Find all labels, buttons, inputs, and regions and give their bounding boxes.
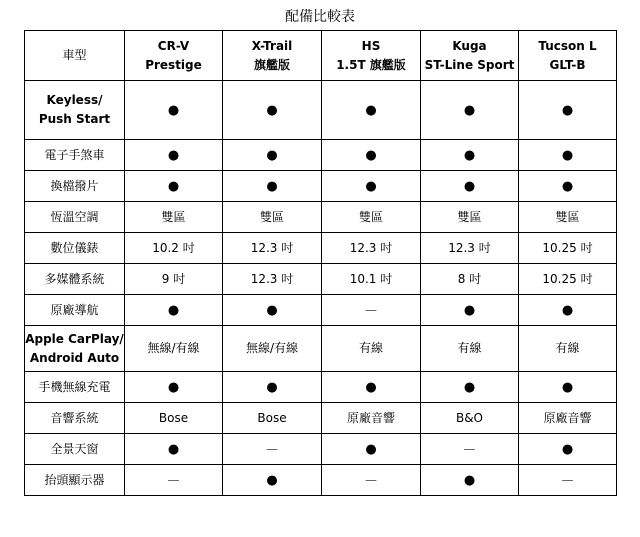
value-cell [519,140,617,171]
value-cell [125,465,223,496]
value-cell [519,233,617,264]
value-cell [223,295,322,326]
value-cell [519,372,617,403]
value-cell [223,140,322,171]
value-cell [519,295,617,326]
table-row [25,264,617,295]
spec-value: 雙區 [358,209,383,224]
model-trim: 旗艦版 [253,57,290,72]
feature-label-cell [25,81,125,140]
feature-label-line2: Push Start [38,112,111,126]
value-cell [421,171,519,202]
equipped-dot-icon: ● [266,102,278,118]
value-cell [421,403,519,434]
value-cell [125,171,223,202]
spec-value: 9 吋 [161,271,186,286]
feature-label-cell [25,264,125,295]
spec-value: 原廠音響 [346,410,395,425]
value-cell [223,326,322,372]
equipped-dot-icon: ● [463,147,476,163]
spec-value: Bose [158,410,189,425]
feature-label: 恆溫空調 [50,209,99,224]
feature-label: Keyless/ [46,93,103,107]
value-cell [322,326,421,372]
feature-label-cell [25,171,125,202]
not-equipped-dash: — [167,472,180,487]
table-body [25,81,617,496]
feature-label-cell [25,465,125,496]
spec-value: 12.3 吋 [349,240,393,255]
spec-value: Bose [257,410,287,425]
feature-label-cell [25,295,125,326]
equipped-dot-icon: ● [463,379,476,395]
feature-label-cell [25,233,125,264]
model-header-hs [322,31,421,81]
value-cell [322,465,421,496]
spec-value: 原廠音響 [543,410,592,425]
feature-label: 音響系統 [50,410,99,425]
feature-label: 多媒體系統 [44,271,105,286]
feature-label: 電子手煞車 [44,147,105,162]
spec-value: 12.3 吋 [448,240,491,255]
equipped-dot-icon: ● [561,302,574,318]
spec-value: 12.3 吋 [250,240,294,255]
spec-comparison-table [24,30,617,496]
corner-label: 車型 [62,48,87,62]
value-cell [322,140,421,171]
model-trim: GLT-B [549,57,586,72]
value-cell [322,403,421,434]
model-header-kuga [421,31,519,81]
table-row [25,403,617,434]
spec-value: 雙區 [457,209,482,224]
value-cell [125,326,223,372]
value-cell [519,264,617,295]
value-cell [125,295,223,326]
value-cell [322,264,421,295]
spec-value: 有線 [457,341,482,355]
spec-value: 10.25 吋 [542,271,593,286]
feature-label-cell [25,434,125,465]
value-cell [125,233,223,264]
model-name: Kuga [452,38,487,53]
header-corner-cell [25,31,125,81]
feature-label: 數位儀錶 [50,240,99,255]
value-cell [125,140,223,171]
model-trim: Prestige [145,57,202,72]
value-cell [421,372,519,403]
equipped-dot-icon: ● [167,379,180,395]
feature-label-line2: Android Auto [29,350,120,365]
not-equipped-dash: — [365,302,377,317]
model-name: Tucson L [538,38,597,53]
table-row [25,140,617,171]
feature-label: 手機無線充電 [38,379,111,394]
not-equipped-dash: — [365,472,377,487]
value-cell [223,233,322,264]
value-cell [322,202,421,233]
equipped-dot-icon: ● [561,441,574,457]
value-cell [421,81,519,140]
model-header-crv [125,31,223,81]
value-cell [421,202,519,233]
equipped-dot-icon: ● [167,178,180,194]
value-cell [322,233,421,264]
value-cell [519,403,617,434]
equipped-dot-icon: ● [463,102,476,118]
table-row [25,465,617,496]
value-cell [125,434,223,465]
page-title: 配備比較表 [285,9,355,25]
spec-value: 10.25 吋 [542,240,593,255]
not-equipped-dash: — [561,472,574,487]
equipped-dot-icon: ● [266,147,278,163]
model-name: CR-V [157,38,190,53]
spec-value: 無線/有線 [147,341,200,355]
feature-label: 全景天窗 [50,441,99,456]
equipped-dot-icon: ● [365,178,377,194]
value-cell [223,171,322,202]
table-row [25,434,617,465]
model-name: X-Trail [251,38,293,53]
model-trim: 1.5T 旗艦版 [336,57,406,72]
spec-value: 雙區 [161,209,186,224]
model-name: HS [361,38,381,53]
model-header-tucson [519,31,617,81]
spec-value: 無線/有線 [245,341,299,355]
model-trim: ST-Line Sport [424,57,515,72]
equipped-dot-icon: ● [167,102,180,118]
model-header-xtrail [223,31,322,81]
value-cell [322,171,421,202]
value-cell [421,465,519,496]
equipped-dot-icon: ● [266,178,278,194]
feature-label: 換檔撥片 [50,178,99,193]
feature-label-cell [25,202,125,233]
equipped-dot-icon: ● [266,379,278,395]
value-cell [223,202,322,233]
value-cell [125,81,223,140]
equipped-dot-icon: ● [463,472,476,488]
equipped-dot-icon: ● [463,178,476,194]
feature-label: 抬頭顯示器 [44,472,105,487]
value-cell [223,465,322,496]
feature-label-cell [25,140,125,171]
header-row [25,31,617,81]
value-cell [421,434,519,465]
table-row [25,295,617,326]
value-cell [519,81,617,140]
value-cell [421,326,519,372]
not-equipped-dash: — [463,441,476,456]
value-cell [519,326,617,372]
value-cell [421,295,519,326]
equipped-dot-icon: ● [167,147,180,163]
value-cell [322,295,421,326]
value-cell [421,233,519,264]
equipped-dot-icon: ● [167,302,180,318]
value-cell [421,264,519,295]
equipped-dot-icon: ● [463,302,476,318]
value-cell [322,434,421,465]
table-row [25,171,617,202]
value-cell [125,264,223,295]
equipped-dot-icon: ● [365,102,377,118]
table-row [25,81,617,140]
not-equipped-dash: — [266,441,278,456]
spec-value: 10.2 吋 [152,240,195,255]
equipped-dot-icon: ● [561,102,574,118]
feature-label-cell [25,326,125,372]
equipped-dot-icon: ● [266,472,278,488]
value-cell [223,403,322,434]
table-row [25,233,617,264]
equipped-dot-icon: ● [365,441,377,457]
value-cell [519,202,617,233]
feature-label: Apple CarPlay/ [25,331,124,346]
equipped-dot-icon: ● [167,441,180,457]
table-row [25,326,617,372]
equipped-dot-icon: ● [365,147,377,163]
spec-value: B&O [455,410,484,425]
value-cell [223,434,322,465]
spec-value: 雙區 [259,209,284,224]
value-cell [519,465,617,496]
equipped-dot-icon: ● [561,379,574,395]
equipped-dot-icon: ● [365,379,377,395]
value-cell [223,81,322,140]
feature-label-cell [25,372,125,403]
spec-value: 8 吋 [457,271,482,286]
value-cell [125,202,223,233]
equipped-dot-icon: ● [561,178,574,194]
spec-value: 10.1 吋 [349,271,393,286]
value-cell [421,140,519,171]
value-cell [223,264,322,295]
spec-value: 有線 [555,341,580,355]
value-cell [322,372,421,403]
spec-value: 雙區 [555,209,580,224]
value-cell [125,403,223,434]
value-cell [223,372,322,403]
equipped-dot-icon: ● [561,147,574,163]
value-cell [125,372,223,403]
feature-label-cell [25,403,125,434]
table-row [25,202,617,233]
table-row [25,372,617,403]
equipped-dot-icon: ● [266,302,278,318]
spec-value: 有線 [358,341,383,355]
value-cell [322,81,421,140]
value-cell [519,171,617,202]
feature-label: 原廠導航 [50,302,99,317]
value-cell [519,434,617,465]
spec-value: 12.3 吋 [250,271,294,286]
